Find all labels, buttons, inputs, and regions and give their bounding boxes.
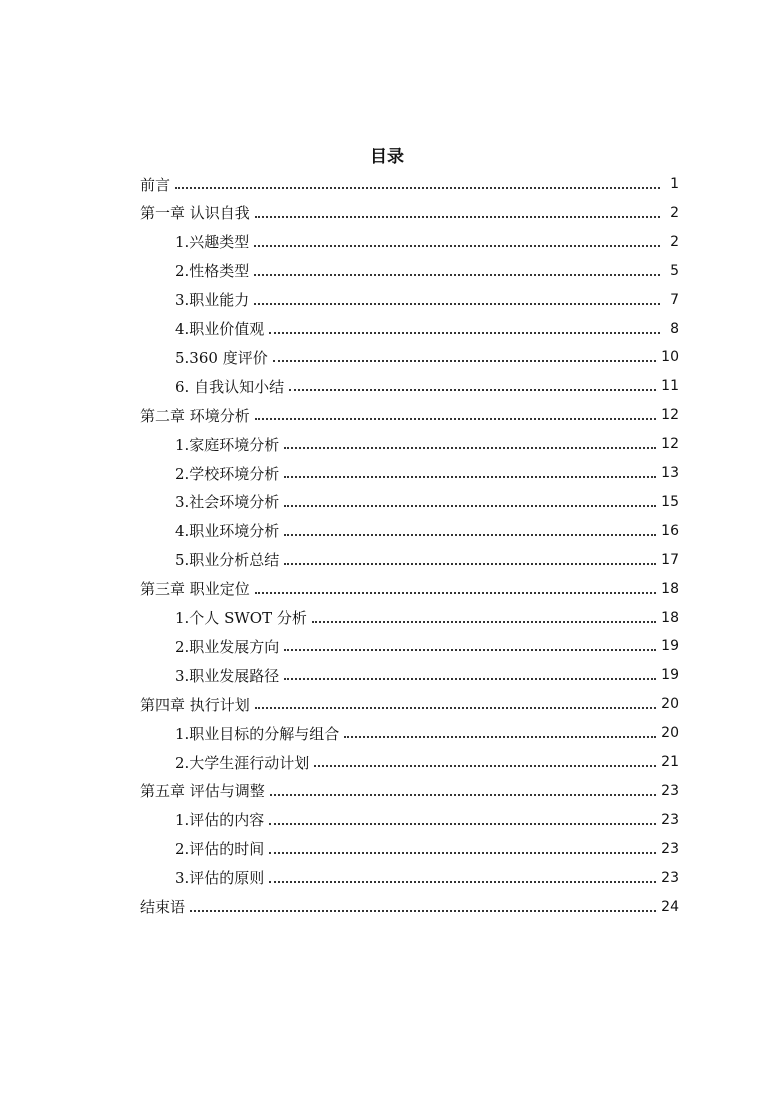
toc-entry-label: 3.职业能力 [175,291,250,310]
toc-page-number: 23 [661,840,679,857]
toc-dot-leader [255,418,656,420]
toc-dot-leader [284,563,656,565]
toc-dot-leader [254,274,660,276]
toc-entry[interactable] [140,893,679,921]
toc-dot-leader [312,621,656,623]
toc-entry[interactable] [140,199,679,227]
toc-dot-leader [175,187,660,189]
toc-entry[interactable] [175,286,679,314]
toc-entry[interactable] [140,575,679,603]
toc-dot-leader [190,910,656,912]
toc-page-number: 23 [661,782,679,799]
toc-dot-leader [284,534,656,536]
toc-entry[interactable] [175,228,679,256]
toc-dot-leader [284,505,656,507]
toc-dot-leader [273,360,656,362]
toc-dot-leader [269,823,656,825]
toc-entry[interactable] [175,546,679,574]
toc-page-number: 2 [670,204,679,221]
toc-title: 目录 [370,147,404,167]
toc-dot-leader [270,794,656,796]
toc-dot-leader [314,765,656,767]
toc-page-number: 20 [661,696,679,713]
toc-page-number: 1 [670,176,679,192]
toc-entry-label: 2.职业发展方向 [175,637,280,656]
toc-entry[interactable] [175,661,679,689]
toc-entry-label: 1.评估的内容 [175,811,265,830]
toc-entry-label: 2.学校环境分析 [175,464,280,483]
toc-entry-label: 结束语 [140,898,186,916]
toc-dot-leader [269,332,660,334]
toc-dot-leader [269,881,656,883]
toc-entry-label: 第一章 认识自我 [140,204,250,223]
toc-page-number: 16 [661,522,679,539]
toc-page-number: 7 [670,291,679,308]
toc-dot-leader [255,216,660,218]
toc-entry-label: 6. 自我认知小结 [175,377,285,396]
toc-dot-leader [254,303,660,305]
toc-entry-label: 第四章 执行计划 [140,695,250,714]
toc-entry-label: 1.个人 SWOT 分析 [175,609,307,627]
toc-entry[interactable] [175,315,679,343]
toc-dot-leader [289,389,656,391]
toc-entry-label: 3.职业发展路径 [175,666,280,685]
toc-dot-leader [284,649,656,651]
toc-entry[interactable] [175,835,679,863]
toc-entry-label: 前言 [140,175,171,194]
toc-entry[interactable] [175,748,679,776]
toc-page-number: 17 [661,551,679,568]
toc-entry[interactable] [175,806,679,834]
toc-page-number: 23 [661,869,679,886]
toc-page-number: 20 [661,725,679,742]
toc-page-number: 11 [661,378,679,395]
toc-entry-label: 5.职业分析总结 [175,551,280,570]
toc-page-number: 13 [661,465,679,481]
toc-dot-leader [284,476,656,478]
toc-page-number: 12 [661,436,679,453]
toc-page-number: 15 [661,493,679,510]
toc-entry[interactable] [175,343,679,371]
toc-dot-leader [344,736,656,738]
toc-entry-label: 2.性格类型 [175,262,250,281]
toc-entry-label: 3.评估的原则 [175,869,265,888]
toc-dot-leader [269,852,656,854]
toc-entry-label: 第五章 评估与调整 [140,782,265,801]
toc-entry-label: 第二章 环境分析 [140,406,250,425]
toc-entry-label: 4.职业环境分析 [175,522,280,541]
toc-entry[interactable] [140,777,679,805]
toc-page-number: 2 [670,233,679,250]
toc-page-number: 21 [661,754,679,770]
toc-entry[interactable] [175,459,679,487]
toc-entry[interactable] [175,488,679,516]
toc-entry[interactable] [175,372,679,400]
toc-entry-label: 2.大学生涯行动计划 [175,753,310,772]
toc-page-number: 8 [670,320,679,337]
toc-entry-label: 第三章 职业定位 [140,580,250,599]
toc-entry[interactable] [175,257,679,285]
toc-dot-leader [255,707,656,709]
toc-entry[interactable] [175,430,679,458]
toc-entry[interactable] [175,864,679,892]
toc-entry[interactable] [175,517,679,545]
toc-entry[interactable] [175,632,679,660]
toc-entry[interactable] [140,690,679,718]
toc-dot-leader [284,678,656,680]
toc-entry-label: 2.评估的时间 [175,840,265,859]
toc-entry[interactable] [140,170,679,198]
toc-entry[interactable] [175,719,679,747]
toc-page-number: 19 [661,638,679,655]
toc-dot-leader [254,245,660,247]
toc-dot-leader [255,592,656,594]
toc-entry-label: 5.360 度评价 [175,348,268,367]
toc-entry-label: 4.职业价值观 [175,320,265,338]
toc-page-number: 10 [661,349,679,366]
toc-page-number: 23 [661,811,679,828]
toc-entry[interactable] [175,604,679,632]
toc-entry-label: 3.社会环境分析 [175,493,280,512]
toc-page-number: 12 [661,407,679,424]
toc-entry-label: 1.家庭环境分析 [175,435,280,454]
toc-entry-label: 1.兴趣类型 [175,233,250,252]
toc-page-number: 18 [661,609,679,626]
toc-page-number: 19 [661,667,679,684]
toc-entry-label: 1.职业目标的分解与组合 [175,724,340,743]
toc-page-number: 5 [670,262,679,279]
toc-dot-leader [284,447,656,449]
toc-entry[interactable] [140,401,679,429]
toc-page-number: 24 [661,898,679,915]
toc-page-number: 18 [661,580,679,597]
